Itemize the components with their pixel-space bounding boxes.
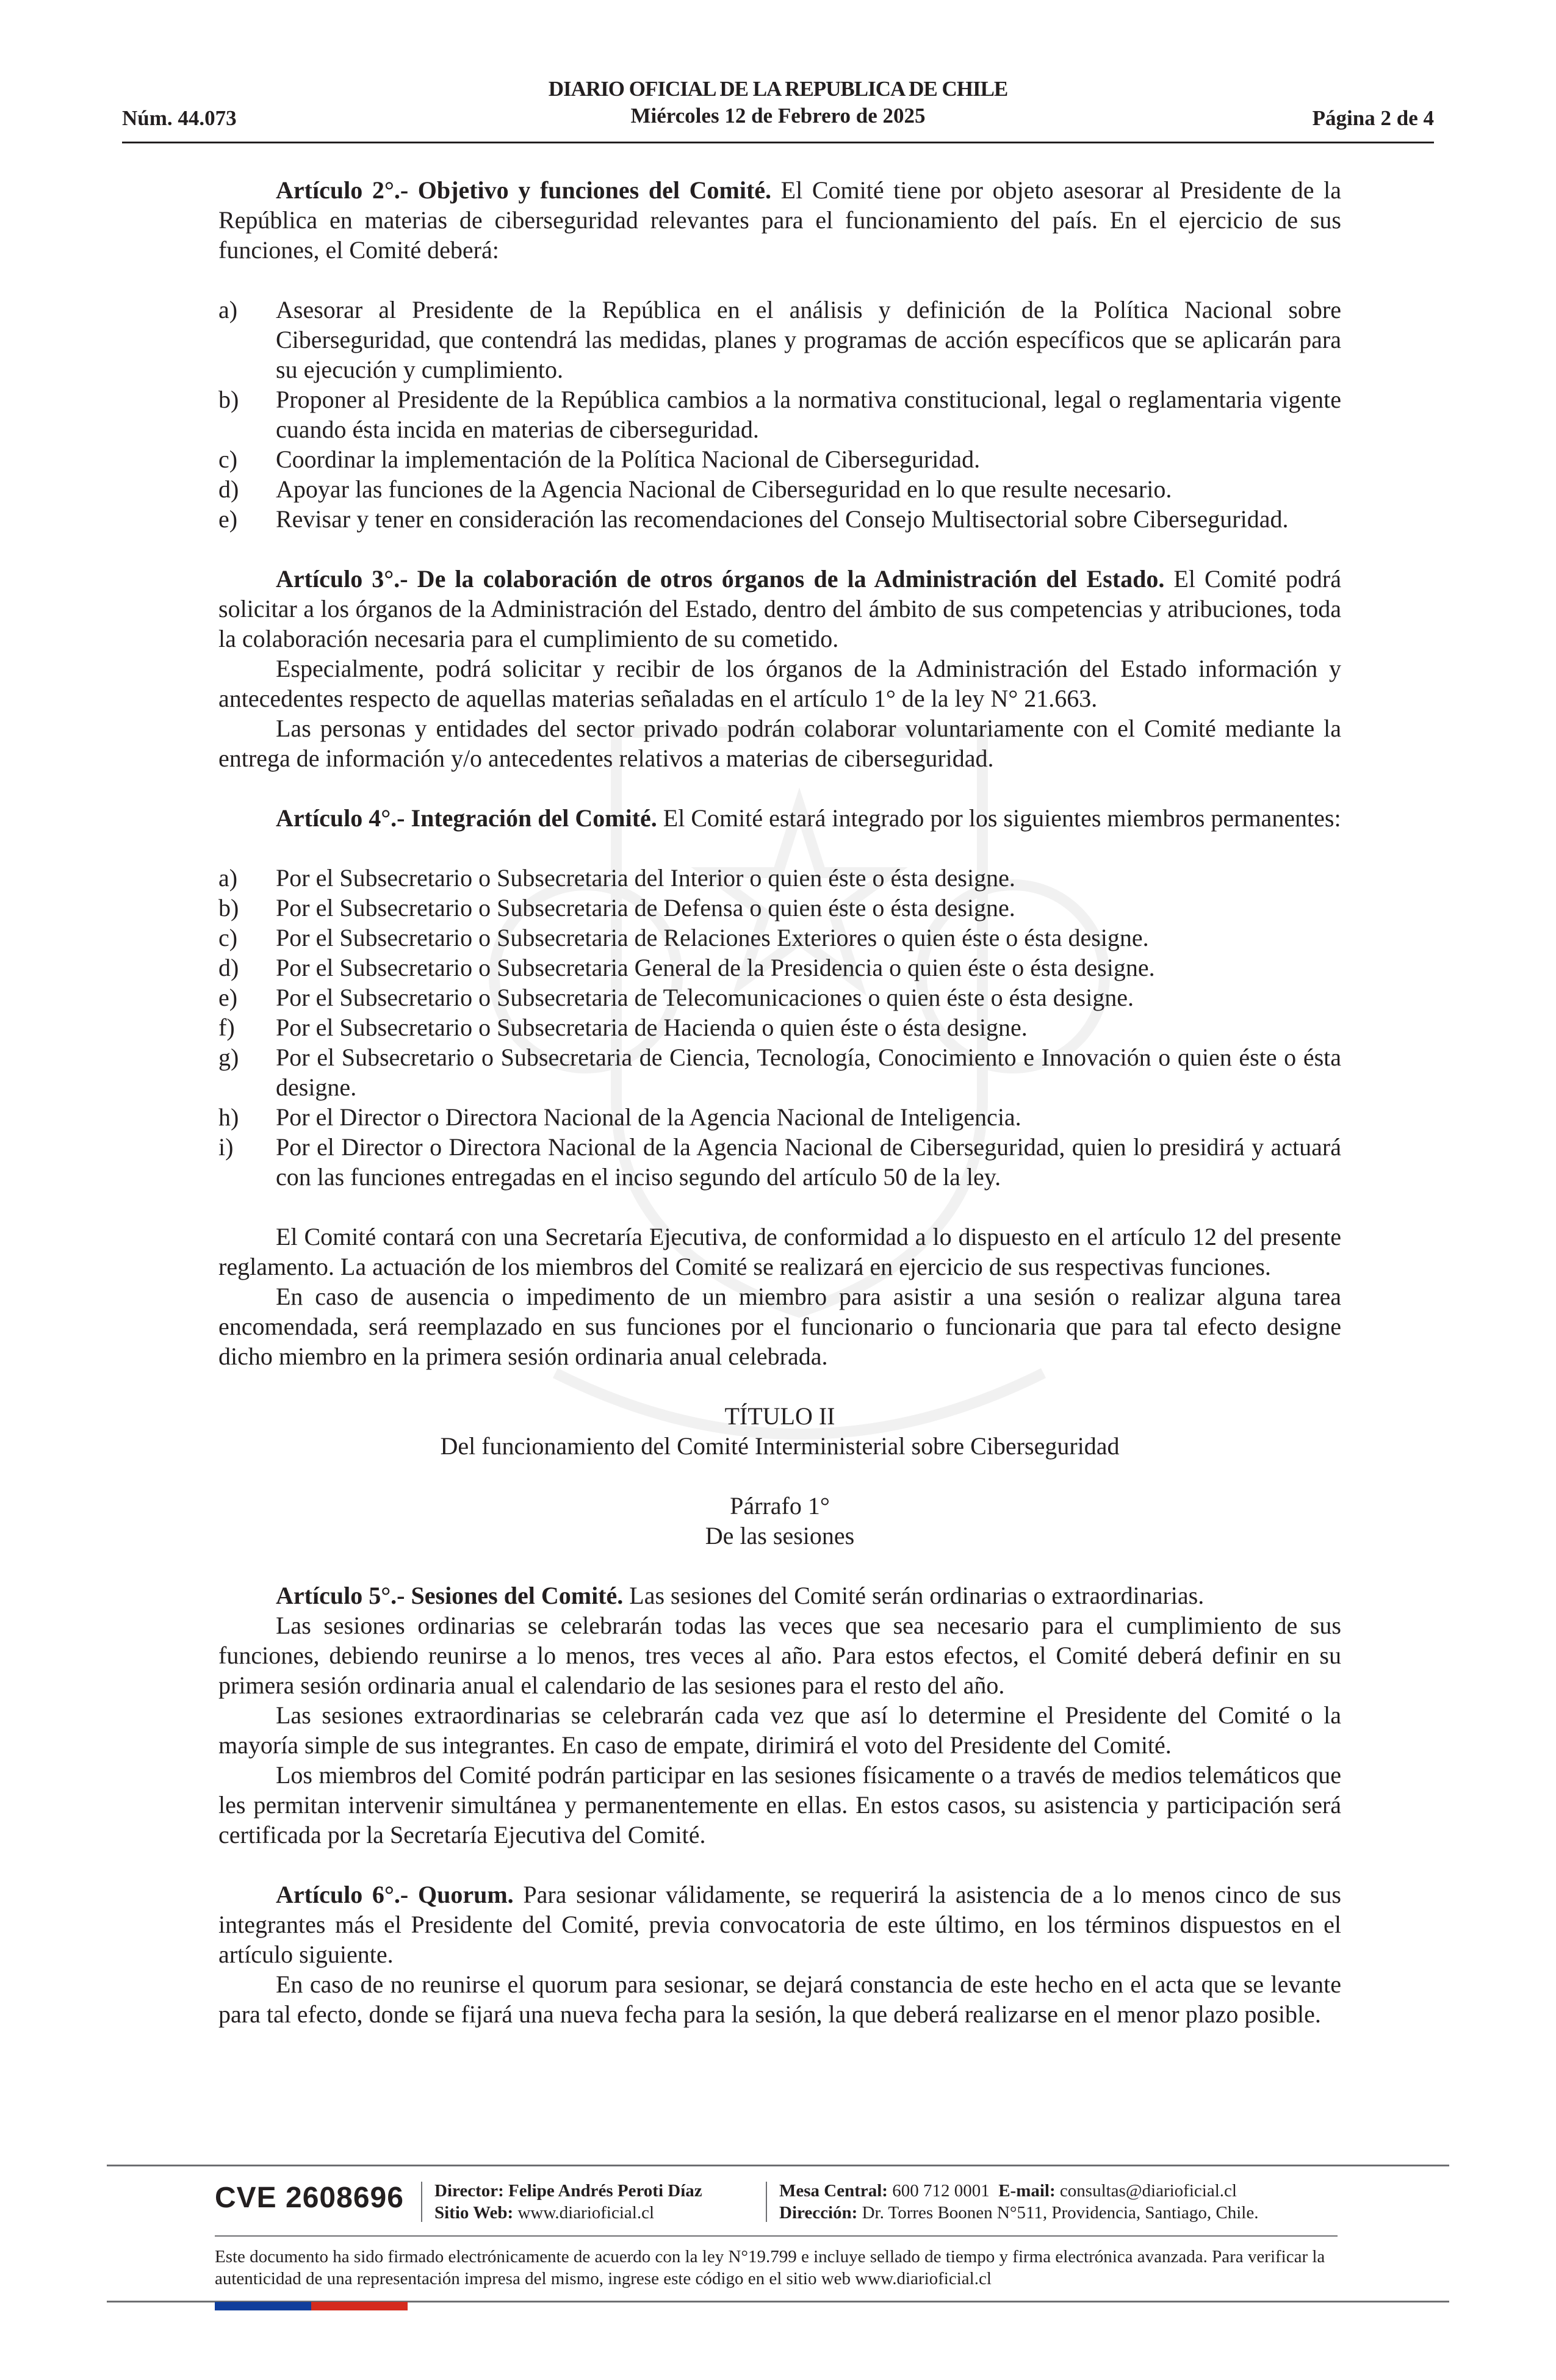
mesa-phone: 600 712 0001 [892, 2181, 990, 2201]
footer-divider-top [107, 2165, 1449, 2166]
footer-divider-middle [215, 2235, 1338, 2237]
list-item [218, 1132, 1341, 1192]
article-5-heading: Artículo 5°.- Sesiones del Comité. [276, 1582, 624, 1609]
masthead [122, 76, 1434, 129]
article-4-p2: En caso de ausencia o impedimento de un miembro para asistir a una sesión o realizar alguna tarea encomendada, será reemplazado en sus funciones por el funcionario o funcionaria que para tal efecto designe dicho miembro en la primera sesión ordinaria anual celebrada. [218, 1283, 1341, 1370]
footer-contact-block [779, 2180, 1258, 2224]
list-marker: d) [218, 954, 239, 981]
header-divider [122, 142, 1434, 143]
page-header [122, 74, 1434, 142]
signature-notice: Este documento ha sido firmado electrónicamente de acuerdo con la ley N°19.799 e incluye sellado de tiempo y firma electrónica avanzada. Para verificar la autenticidad de una representación impresa del mismo, ingrese este código en el sitio web www.diarioficial.cl [215, 2247, 1325, 2288]
list-item-text: Por el Director o Directora Nacional de la Agencia Nacional de Ciberseguridad, quien lo presidirá y actuará con las funciones entregadas en el inciso segundo del artículo 50 de la ley. [276, 1133, 1341, 1191]
list-item-text: Asesorar al Presidente de la República en el análisis y definición de la Política Nacional sobre Ciberseguridad, que contendrá las medidas, planes y programas de acción específicos que se aplicarán para su ejecución y cumplimiento. [276, 296, 1341, 383]
list-item [218, 983, 1341, 1012]
list-item [218, 953, 1341, 983]
article-2-intro: Artículo 2°.- Objetivo y funciones del Comité. El Comité tiene por objeto asesorar al Presidente de la República en materias de ciberseguridad relevantes para el funcionamiento del país. En el ejercicio de sus funciones, el Comité deberá: [218, 176, 1341, 264]
article-5-p2: Las sesiones ordinarias se celebrarán todas las veces que sea necesario para el cumplimiento de sus funciones, debiendo reunirse a lo menos, tres veces al año. Para estos efectos, el Comité deberá definir en su primera sesión ordinaria anual el calendario de las sesiones para el resto del año. [218, 1612, 1341, 1699]
article-3-heading: Artículo 3°.- De la colaboración de otros órganos de la Administración del Estado. [276, 565, 1165, 593]
list-item-text: Revisar y tener en consideración las recomendaciones del Consejo Multisectorial sobre Ciberseguridad. [276, 505, 1289, 533]
list-item [218, 295, 1341, 384]
list-item [218, 444, 1341, 474]
email-label: E-mail: [998, 2181, 1056, 2201]
address-value: Dr. Torres Boonen N°511, Providencia, Santiago, Chile. [862, 2203, 1259, 2223]
flag-blue-segment [215, 2302, 311, 2310]
list-marker: g) [218, 1044, 239, 1071]
address-label: Dirección: [779, 2203, 858, 2223]
list-marker: b) [218, 894, 239, 921]
article-6-heading: Artículo 6°.- Quorum. [276, 1881, 514, 1908]
page-indicator: Página 2 de 4 [1312, 106, 1434, 130]
list-marker: i) [218, 1133, 234, 1161]
article-4-intro: Artículo 4°.- Integración del Comité. El Comité estará integrado por los siguientes miembros permanentes: [276, 804, 1341, 832]
list-item [218, 384, 1341, 444]
list-item-text: Por el Subsecretario o Subsecretaria del Interior o quien éste o ésta designe. [276, 864, 1015, 892]
list-item-text: Por el Subsecretario o Subsecretaria General de la Presidencia o quien éste o ésta designe. [276, 954, 1155, 981]
list-item-text: Por el Subsecretario o Subsecretaria de Telecomunicaciones o quien éste o ésta designe. [276, 984, 1134, 1011]
list-item [218, 1042, 1341, 1102]
list-marker: a) [218, 296, 238, 323]
list-marker: f) [218, 1014, 235, 1041]
footer-separator [766, 2182, 767, 2222]
list-marker: a) [218, 864, 238, 892]
article-4-p1: El Comité contará con una Secretaría Ejecutiva, de conformidad a lo dispuesto en el artículo 12 del presente reglamento. La actuación de los miembros del Comité se realizará en ejercicio de sus respectivas funciones. [218, 1223, 1341, 1280]
list-item [218, 504, 1341, 534]
flag-red-segment [311, 2302, 408, 2310]
article-3-p1: Artículo 3°.- De la colaboración de otros órganos de la Administración del Estado. El Comité podrá solicitar a los órganos de la Administración del Estado, dentro del ámbito de sus competencias y atribuciones, toda la colaboración necesaria para el cumplimiento de su cometido. [218, 565, 1341, 652]
mesa-label: Mesa Central: [779, 2181, 888, 2201]
list-marker: b) [218, 386, 239, 413]
list-item [218, 1012, 1341, 1042]
paragraph-name: De las sesiones [705, 1522, 855, 1549]
article-6-p2: En caso de no reunirse el quorum para sesionar, se dejará constancia de este hecho en el acta que se levante para tal efecto, donde se fijará una nueva fecha para la sesión, la que deberá realizarse en el menor plazo posible. [218, 1971, 1341, 2028]
list-item-text: Por el Subsecretario o Subsecretaria de Hacienda o quien éste o ésta designe. [276, 1014, 1028, 1041]
footer-director-block [434, 2180, 702, 2224]
article-5-p1: Artículo 5°.- Sesiones del Comité. Las sesiones del Comité serán ordinarias o extraordinarias. [276, 1582, 1205, 1609]
list-item [218, 893, 1341, 923]
list-marker: e) [218, 984, 238, 1011]
cve-code: CVE 2608696 [215, 2182, 404, 2214]
list-item-text: Apoyar las funciones de la Agencia Nacional de Ciberseguridad en lo que resulte necesario. [276, 475, 1172, 503]
list-marker: e) [218, 505, 238, 533]
publication-date: Miércoles 12 de Febrero de 2025 [630, 104, 926, 128]
issue-number: Núm. 44.073 [122, 106, 237, 130]
article-3-p2: Especialmente, podrá solicitar y recibir de los órganos de la Administración del Estado información y antecedentes respecto de aquellas materias señaladas en el artículo 1° de la ley N° 21.663. [218, 655, 1341, 712]
list-item-text: Por el Subsecretario o Subsecretaria de Defensa o quien éste o ésta designe. [276, 894, 1015, 921]
article-4-list [218, 863, 1341, 1192]
list-item [218, 863, 1341, 893]
document-body [218, 175, 1341, 2029]
article-2-heading: Artículo 2°.- Objetivo y funciones del Comité. [276, 176, 772, 204]
list-marker: c) [218, 924, 238, 951]
article-5-p3: Las sesiones extraordinarias se celebrarán cada vez que así lo determine el Presidente del Comité o la mayoría simple de sus integrantes. En caso de empate, dirimirá el voto del Presidente del Comité. [218, 1701, 1341, 1759]
article-6-p1: Artículo 6°.- Quorum. Para sesionar válidamente, se requerirá la asistencia de a lo menos cinco de sus integrantes más el Presidente del Comité, previa convocatoria de este último, en los términos dispuestos en el artículo siguiente. [218, 1881, 1341, 1968]
list-item [218, 474, 1341, 504]
director-label: Director: [434, 2181, 504, 2201]
footer-separator [421, 2182, 422, 2222]
website-label: Sitio Web: [434, 2203, 514, 2223]
list-item-text: Proponer al Presidente de la República cambios a la normativa constitucional, legal o reglamentaria vigente cuando ésta incida en materias de ciberseguridad. [276, 386, 1341, 443]
publication-title: DIARIO OFICIAL DE LA REPUBLICA DE CHILE [548, 77, 1008, 101]
list-item-text: Por el Director o Directora Nacional de la Agencia Nacional de Inteligencia. [276, 1103, 1021, 1131]
list-item [218, 1102, 1341, 1132]
email-link[interactable]: consultas@diarioficial.cl [1059, 2181, 1237, 2201]
list-item-text: Por el Subsecretario o Subsecretaria de Relaciones Exteriores o quien éste o ésta designe. [276, 924, 1149, 951]
list-marker: h) [218, 1103, 239, 1131]
list-item-text: Por el Subsecretario o Subsecretaria de Ciencia, Tecnología, Conocimiento e Innovación o quien éste o ésta designe. [276, 1044, 1341, 1101]
title-name: Del funcionamiento del Comité Interministerial sobre Ciberseguridad [440, 1432, 1120, 1460]
list-marker: d) [218, 475, 239, 503]
director-name: Felipe Andrés Peroti Díaz [508, 2181, 702, 2201]
list-item [218, 923, 1341, 953]
article-4-heading: Artículo 4°.- Integración del Comité. [276, 804, 657, 832]
article-2-list [218, 295, 1341, 534]
paragraph-label: Párrafo 1° [730, 1492, 830, 1520]
list-item-text: Coordinar la implementación de la Política Nacional de Ciberseguridad. [276, 445, 981, 473]
article-5-p4: Los miembros del Comité podrán participar en las sesiones físicamente o a través de medios telemáticos que les permitan intervenir simultánea y permanentemente en ellas. En estos casos, su asistencia y participación será certificada por la Secretaría Ejecutiva del Comité. [218, 1761, 1341, 1848]
title-label: TÍTULO II [724, 1402, 835, 1430]
article-3-p3: Las personas y entidades del sector privado podrán colaborar voluntariamente con el Comité mediante la entrega de información y/o antecedentes relativos a materias de ciberseguridad. [218, 715, 1341, 772]
list-marker: c) [218, 445, 238, 473]
flag-stripe [215, 2302, 408, 2310]
website-link[interactable]: www.diarioficial.cl [517, 2203, 655, 2223]
